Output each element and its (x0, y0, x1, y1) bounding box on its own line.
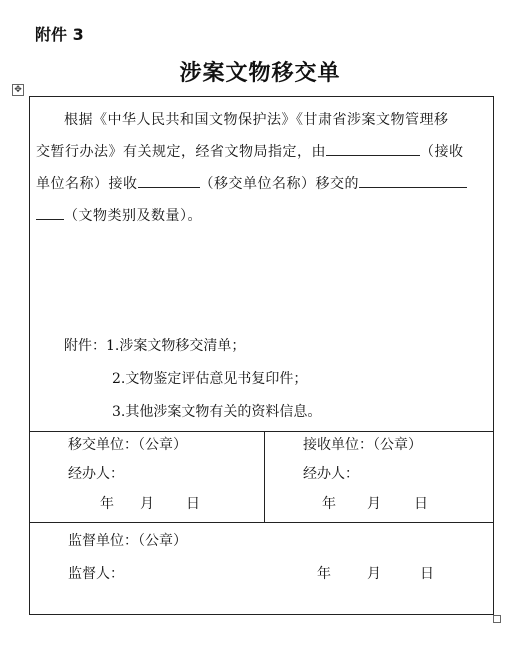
table-resize-handle-icon[interactable] (493, 615, 501, 623)
body-line-2 (36, 141, 464, 161)
attachment-item-1: 附件：1.涉案文物移交清单； (64, 338, 246, 354)
receive-date-month: 月 (367, 496, 381, 512)
transfer-date-day: 日 (186, 496, 200, 512)
signature-row (30, 431, 493, 523)
receiver-unit-blank[interactable] (326, 141, 420, 156)
transfer-unit-label: 移交单位：（公章） (68, 437, 187, 453)
signature-divider (264, 431, 265, 522)
relic-blank-1[interactable] (359, 173, 467, 188)
body-line-3-middle: （移交单位名称）移交的 (199, 176, 359, 192)
body-line-3 (36, 173, 467, 193)
attachment-label: 附件 3 (35, 25, 84, 44)
body-line-2-suffix: （接收 (420, 144, 464, 160)
supervision-row (30, 522, 493, 614)
relic-blank-2[interactable] (36, 205, 64, 220)
supervise-date-year: 年 (317, 566, 331, 582)
table-move-handle-icon[interactable]: ✥ (12, 84, 24, 96)
supervise-date-day: 日 (420, 566, 434, 582)
transfer-unit-blank[interactable] (138, 173, 200, 188)
attachment-item-3: 3.其他涉案文物有关的资料信息。 (112, 404, 322, 420)
receive-date-day: 日 (414, 496, 428, 512)
supervise-date-month: 月 (367, 566, 381, 582)
supervise-unit-label: 监督单位：（公章） (68, 533, 187, 549)
body-line-2-text: 交暂行办法》有关规定，经省文物局指定，由 (36, 144, 326, 160)
attachment-item-2: 2.文物鉴定评估意见书复印件； (112, 371, 308, 387)
receive-handler-label: 经办人： (303, 466, 359, 482)
transfer-handler-label: 经办人： (68, 466, 124, 482)
receive-date-year: 年 (322, 496, 336, 512)
body-line-3-text: 单位名称）接收 (36, 176, 138, 192)
transfer-date-month: 月 (140, 496, 154, 512)
body-line-4-text: （文物类别及数量）。 (64, 208, 202, 224)
page-title: 涉案文物移交单 (179, 61, 341, 86)
body-line-4 (36, 205, 202, 225)
transfer-date-year: 年 (100, 496, 114, 512)
receive-unit-label: 接收单位：（公章） (303, 437, 422, 453)
transfer-form-table (29, 96, 494, 615)
supervise-person-label: 监督人： (68, 566, 124, 582)
form-main-cell[interactable] (30, 97, 493, 432)
body-line-1: 根据《中华人民共和国文物保护法》《甘肃省涉案文物管理移 (64, 112, 449, 128)
